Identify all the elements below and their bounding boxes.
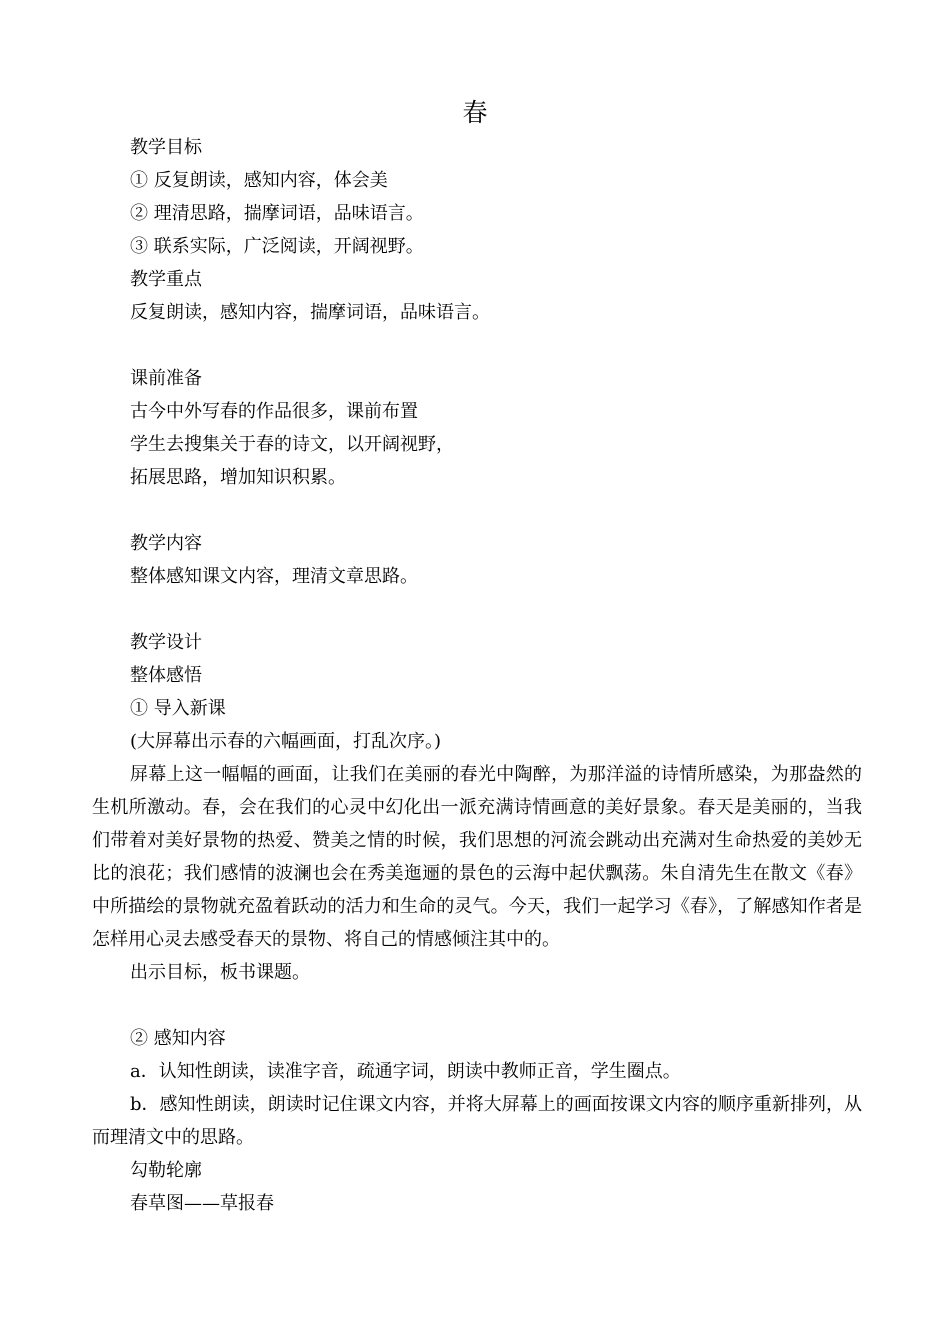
outline-item: 春草图——草报春 [130,1193,274,1214]
objectives-heading: 教学目标 [130,137,202,158]
design-heading: 教学设计 [130,632,202,653]
spacer [92,494,862,527]
prep-line: 拓展思路，增加知识积累。 [130,467,346,488]
objective-item: ② 理清思路，揣摩词语，品味语言。 [130,203,424,224]
prep-line: 古今中外写春的作品很多，课前布置 [130,401,418,422]
content-heading: 教学内容 [130,533,202,554]
content-text: 整体感知课文内容，理清文章思路。 [130,566,418,587]
step1-note: (大屏幕出示春的六幅画面，打乱次序。) [130,731,442,752]
design-subheading: 整体感悟 [130,665,202,686]
document-body [92,131,862,1220]
keypoints-heading: 教学重点 [130,269,202,290]
step2-heading: ② 感知内容 [130,1028,226,1049]
keypoints-text: 反复朗读，感知内容，揣摩词语，品味语言。 [130,302,490,323]
spacer [92,989,862,1022]
outline-heading: 勾勒轮廓 [130,1160,202,1181]
spacer [92,593,862,626]
objective-item: ① 反复朗读，感知内容，体会美 [130,170,388,191]
step2-item-a: a．认知性朗读，读准字音，疏通字词，朗读中教师正音，学生圈点。 [130,1061,681,1082]
step1-end: 出示目标，板书课题。 [130,962,310,983]
spacer [92,329,862,362]
prep-line: 学生去搜集关于春的诗文，以开阔视野， [130,434,454,455]
document-title: 春 [462,98,488,127]
step1-heading: ① 导入新课 [130,698,226,719]
objective-item: ③ 联系实际，广泛阅读，开阔视野。 [130,236,424,257]
step1-paragraph: 屏幕上这一幅幅的画面，让我们在美丽的春光中陶醉，为那洋溢的诗情所感染，为那盎然的生机所激动。春，会在我们的心灵中幻化出一派充满诗情画意的美好景象。春天是美丽的，当我们带着对美好景物的热爱、赞美之情的时候，我们思想的河流会跳动出充满对生命热爱的美妙无比的浪花；我们感情的波澜也会在秀美迤逦的景色的云海中起伏飘荡。朱自清先生在散文《春》中所描绘的景物就充盈着跃动的活力和生命的灵气。今天，我们一起学习《春》，了解感知作者是怎样用心灵去感受春天的景物、将自己的情感倾注其中的。 [92,764,862,950]
step2-item-b: b．感知性朗读，朗读时记住课文内容，并将大屏幕上的画面按课文内容的顺序重新排列，从而理清文中的思路。 [92,1094,862,1148]
prep-heading: 课前准备 [130,368,202,389]
